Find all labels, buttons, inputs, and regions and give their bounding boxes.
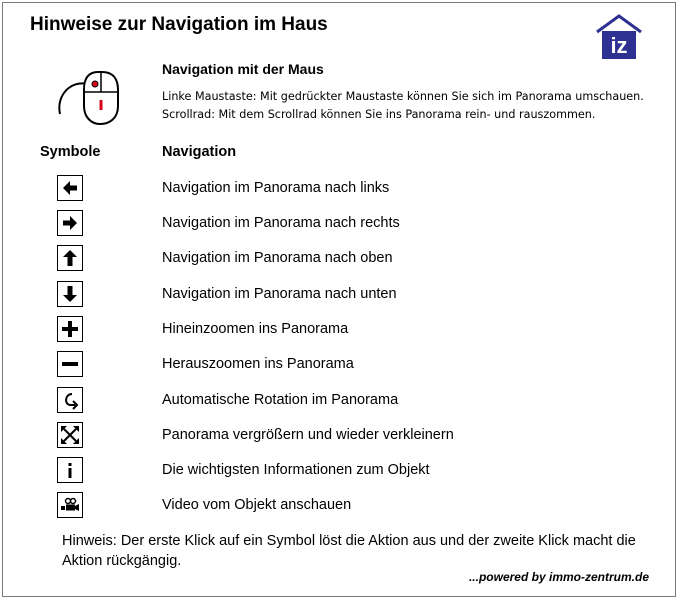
row-label: Navigation im Panorama nach rechts (162, 215, 400, 231)
immo-zentrum-logo (595, 14, 643, 62)
mouse-icon (56, 62, 128, 126)
list-item (0, 175, 679, 205)
row-label: Navigation im Panorama nach unten (162, 286, 397, 302)
arrow-left-icon[interactable] (57, 175, 83, 201)
symbols-column-header: Symbole (40, 144, 101, 160)
powered-by-text: ...powered by immo-zentrum.de (468, 570, 649, 584)
mouse-scroll-text: Scrollrad: Mit dem Scrollrad können Sie ins Panorama rein- und rauszommen. (162, 108, 596, 121)
list-item (0, 210, 679, 240)
navigation-column-header: Navigation (162, 144, 237, 160)
row-label: Die wichtigsten Informationen zum Objekt (162, 462, 430, 478)
row-label: Navigation im Panorama nach oben (162, 250, 393, 266)
row-label: Automatische Rotation im Panorama (162, 392, 399, 408)
info-icon[interactable] (57, 457, 83, 483)
svg-text:iz: iz (610, 33, 628, 58)
row-label: Herauszoomen ins Panorama (162, 356, 354, 372)
arrow-right-icon[interactable] (57, 210, 83, 236)
list-item (0, 457, 679, 487)
plus-icon[interactable] (57, 316, 83, 342)
minus-icon[interactable] (57, 351, 83, 377)
rotate-icon[interactable] (57, 387, 83, 413)
video-camera-icon[interactable] (57, 492, 83, 518)
mouse-left-button-text: Linke Maustaste: Mit gedrückter Maustaste können Sie sich im Panorama umschauen. (162, 90, 644, 103)
mouse-section-title: Navigation mit der Maus (162, 61, 324, 77)
list-item (0, 387, 679, 417)
fullscreen-icon[interactable] (57, 422, 83, 448)
list-item (0, 492, 679, 522)
list-item (0, 245, 679, 275)
row-label: Hineinzoomen ins Panorama (162, 321, 349, 337)
arrow-up-icon[interactable] (57, 245, 83, 271)
list-item (0, 351, 679, 381)
list-item (0, 316, 679, 346)
row-label: Panorama vergrößern und wieder verkleinern (162, 427, 454, 443)
hint-text: Hinweis: Der erste Klick auf ein Symbol löst die Aktion aus und der zweite Klick macht die Aktion rückgängig. (62, 533, 636, 569)
arrow-down-icon[interactable] (57, 281, 83, 307)
list-item (0, 422, 679, 452)
list-item (0, 281, 679, 311)
row-label: Navigation im Panorama nach links (162, 180, 390, 196)
row-label: Video vom Objekt anschauen (162, 497, 352, 513)
page-title: Hinweise zur Navigation im Haus (30, 14, 328, 35)
